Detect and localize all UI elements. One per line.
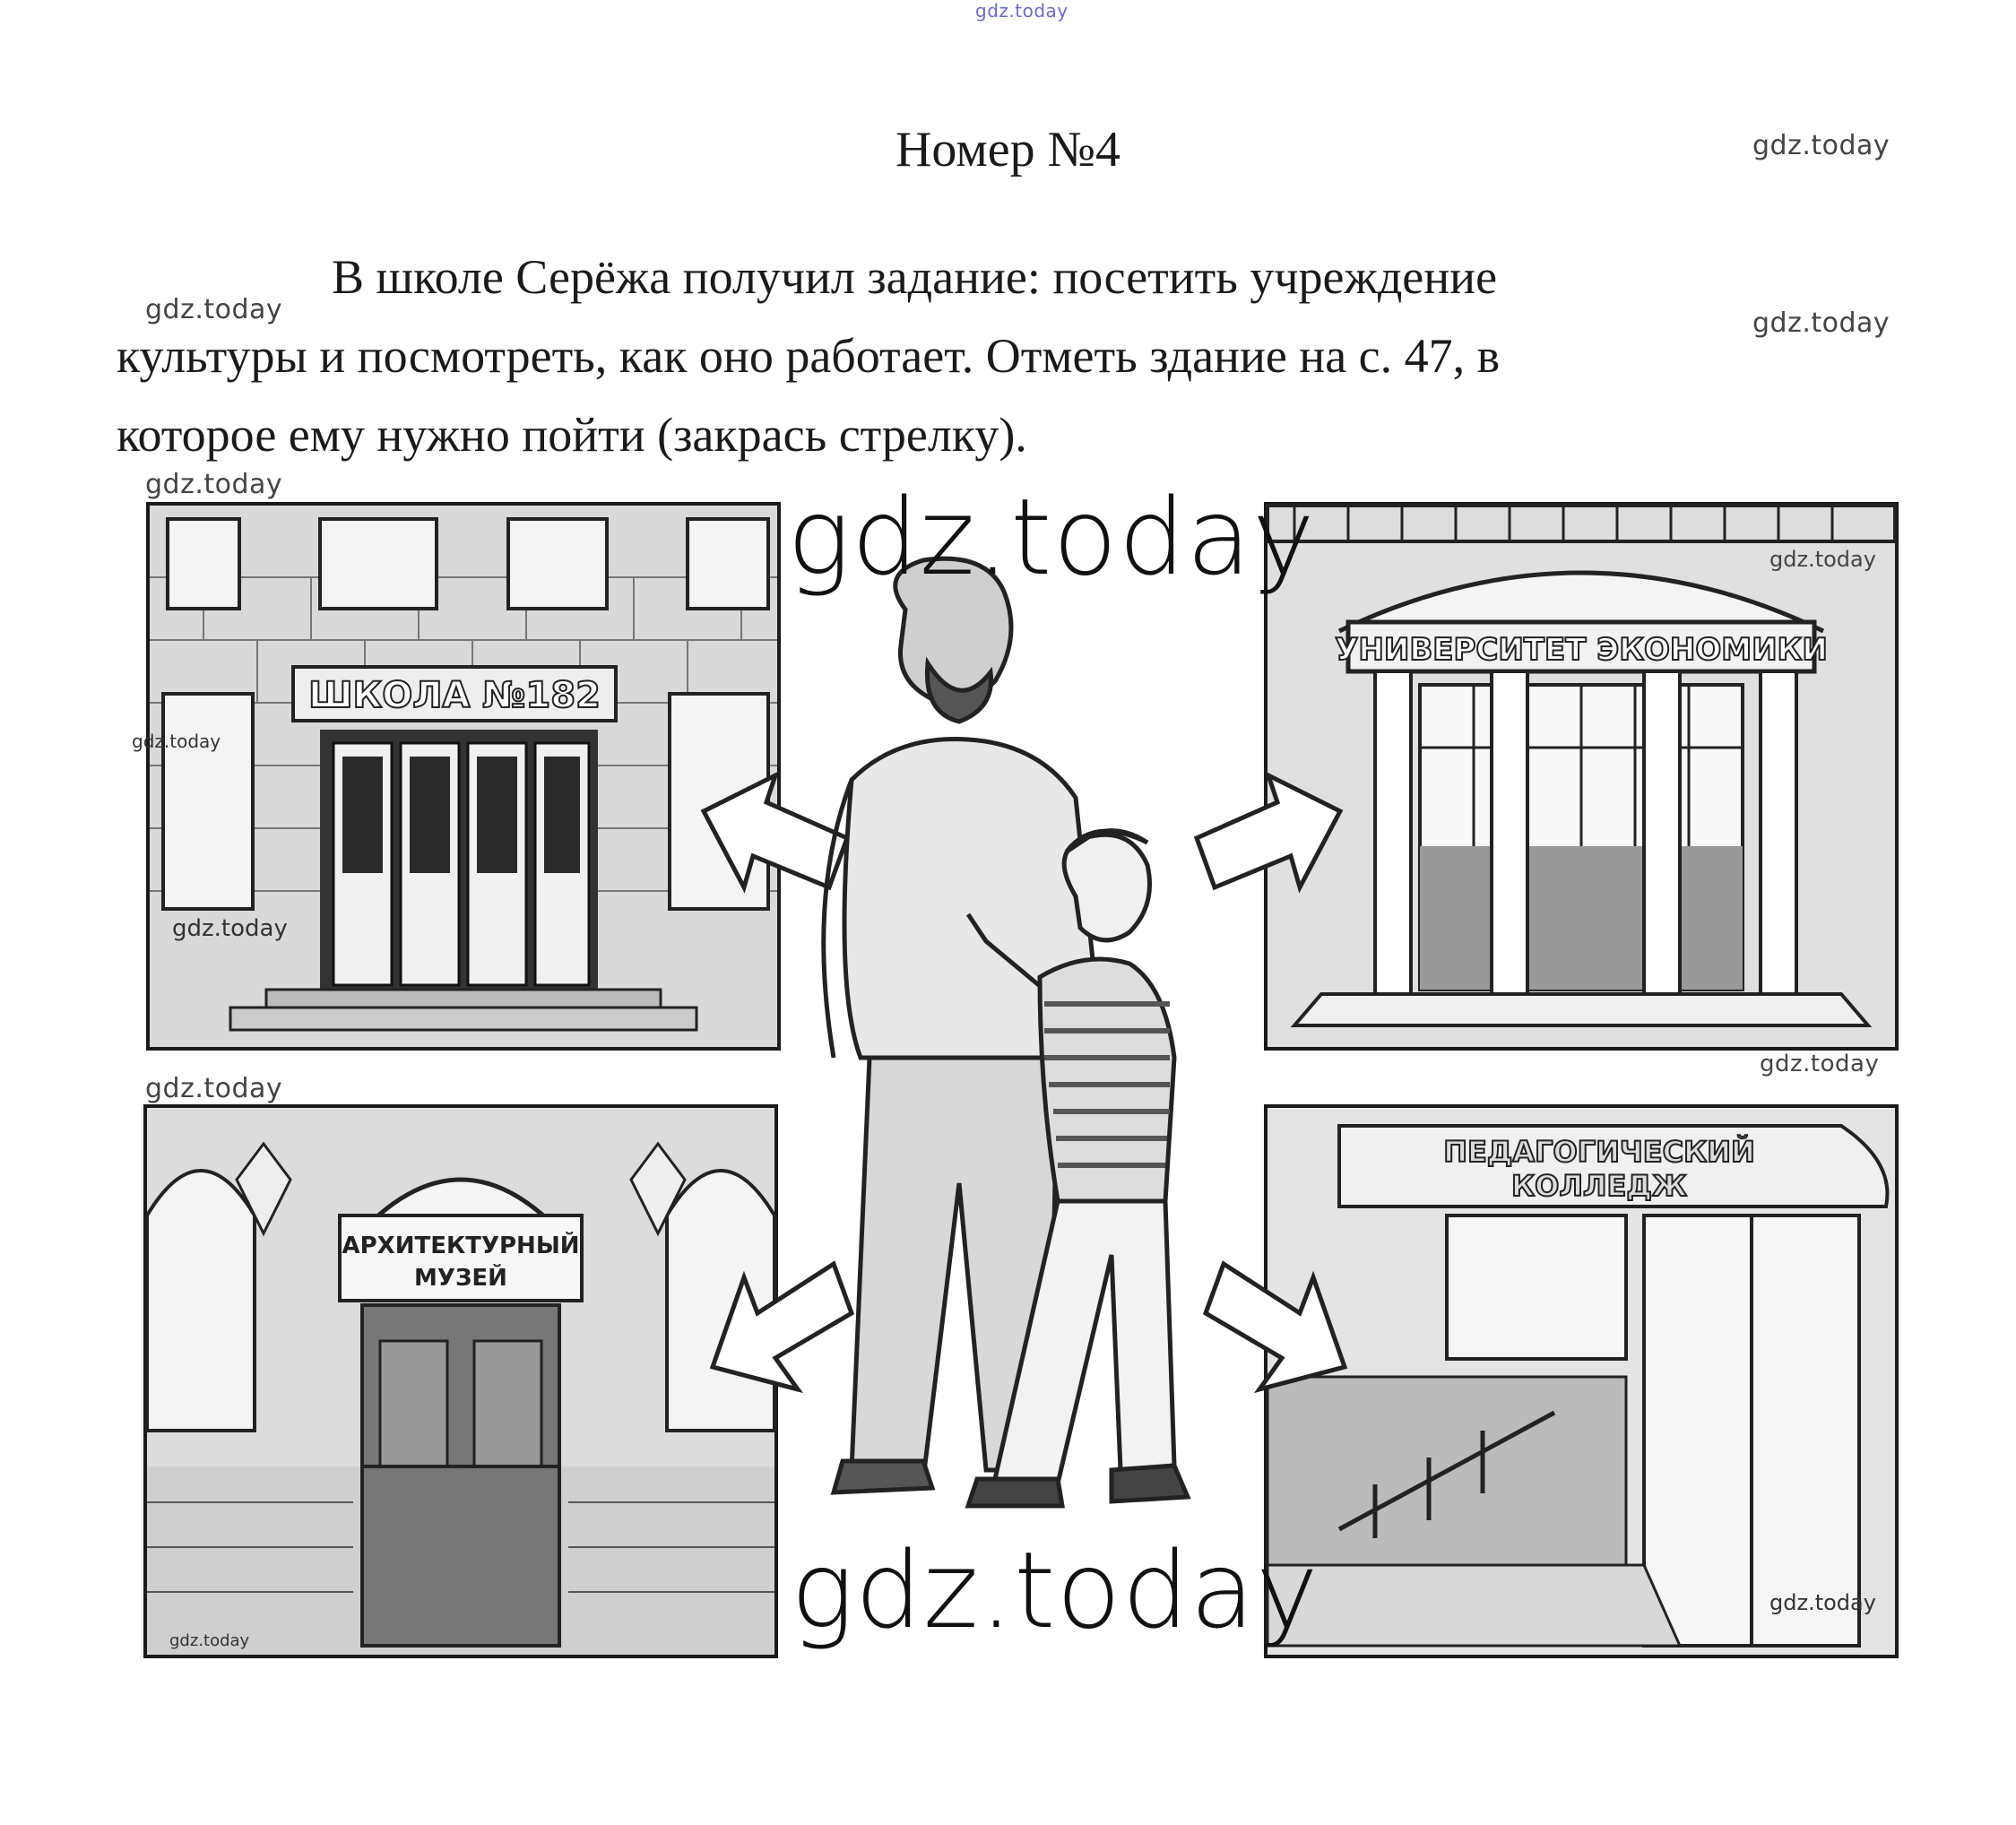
watermark-left-1: gdz.today [145,294,283,325]
university-illustration [1268,506,1895,1047]
task-line-1: В школе Серёжа получил задание: посетить учреждение [332,250,1498,304]
museum-sign-line-2: МУЗЕЙ [414,1265,507,1292]
school-panel [132,502,781,1051]
task-text [117,238,1694,474]
watermark-big-top: gdz.today [787,475,1316,599]
museum-illustration [147,1108,774,1655]
task-line-3: которое ему нужно пойти (закрась стрелку). [117,408,1027,462]
father-and-son-illustration [699,556,1255,1533]
watermark-school-2: gdz.today [132,731,221,752]
watermark-university: gdz.today [1769,547,1876,572]
watermark-big-bottom: gdz.today [791,1528,1319,1652]
college-illustration [1268,1108,1895,1655]
watermark-left-2: gdz.today [145,469,283,500]
watermark-left-3: gdz.today [145,1073,283,1104]
school-illustration [132,506,777,1047]
school-sign: ШКОЛА №182 [308,675,601,716]
museum-panel [143,1104,778,1658]
task-line-2: культуры и посмотреть, как оно работает. Отметь здание на с. 47, в [117,329,1501,383]
watermark-school-1: gdz.today [172,915,288,942]
museum-sign-line-1: АРХИТЕКТУРНЫЙ [342,1233,580,1259]
watermark-top: gdz.today [975,0,1069,22]
university-sign: УНИВЕРСИТЕТ ЭКОНОМИКИ [1335,632,1828,668]
watermark-right-1: gdz.today [1752,307,1891,339]
college-panel [1264,1104,1899,1658]
college-sign-line-2: КОЛЛЕДЖ [1510,1169,1688,1203]
page-title: Номер №4 [895,122,1121,177]
watermark-college: gdz.today [1769,1590,1876,1615]
college-sign-line-1: ПЕДАГОГИЧЕСКИЙ [1443,1135,1755,1169]
university-panel [1264,502,1899,1051]
watermark-header-right: gdz.today [1752,130,1891,161]
watermark-museum: gdz.today [169,1631,250,1650]
watermark-below-university: gdz.today [1760,1051,1880,1077]
